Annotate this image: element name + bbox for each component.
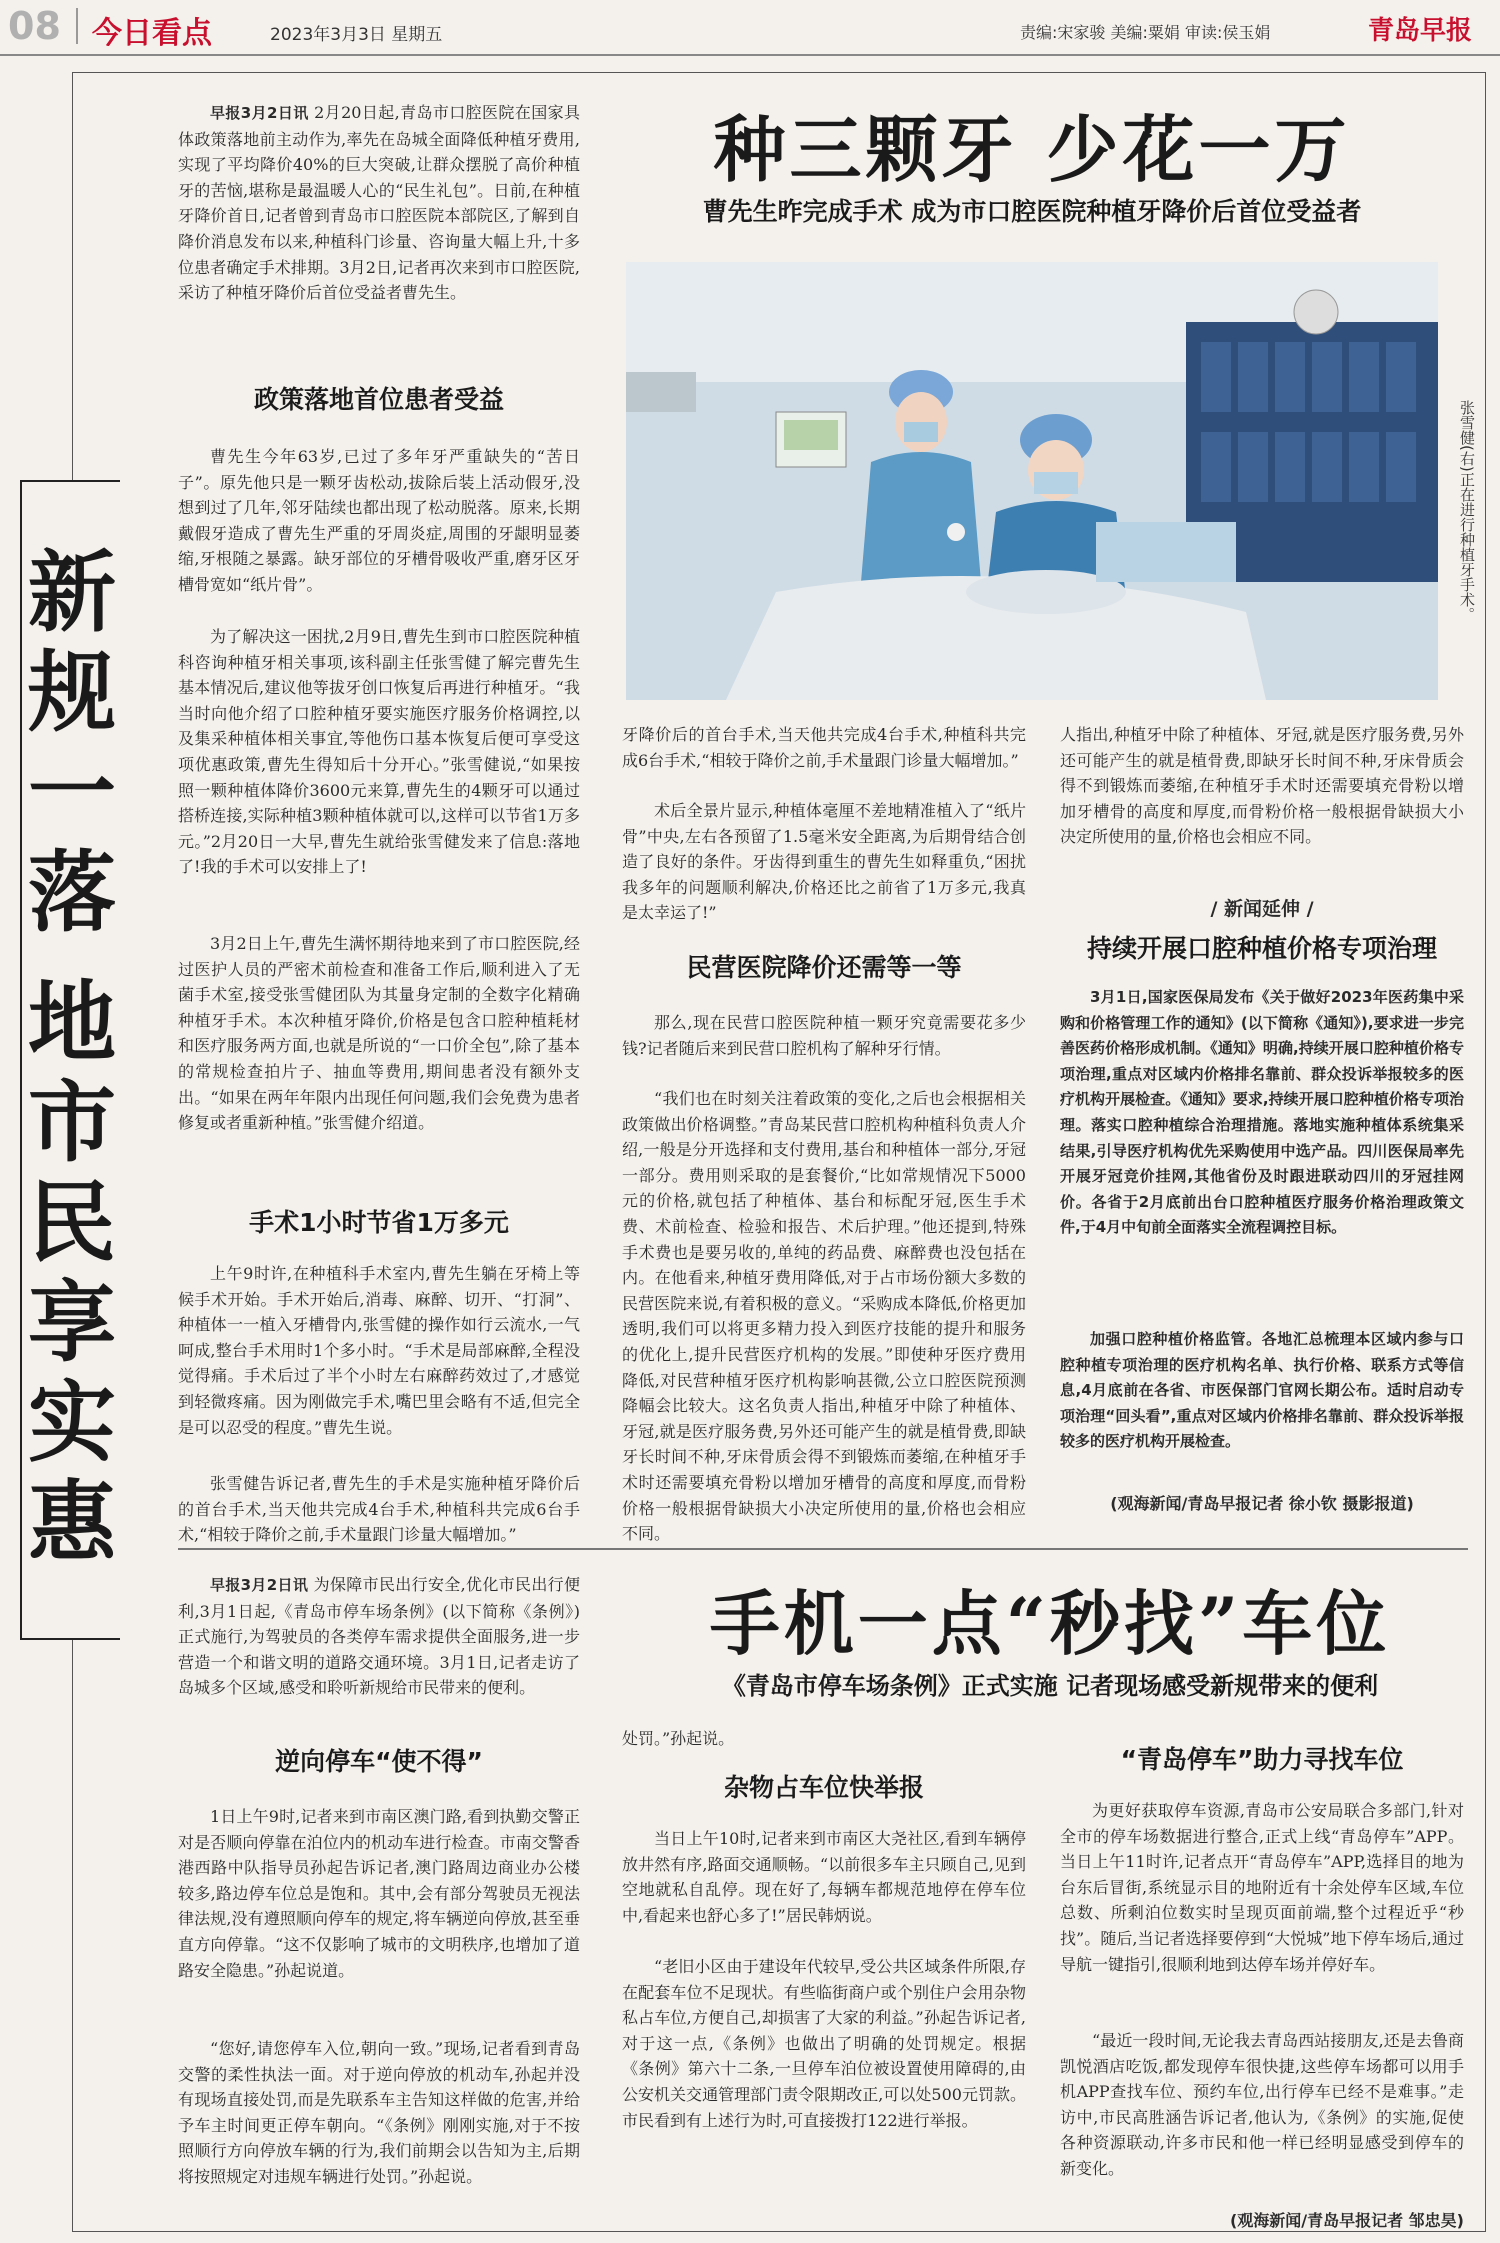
- editor-credits: 责编:宋家骏 美编:粟娟 审读:侯玉娟: [1020, 23, 1271, 42]
- story2-column-2: [622, 1726, 1026, 2210]
- story1-subhead-3: 民营医院降价还需等一等: [686, 953, 962, 982]
- news-extension-kicker: / 新闻延伸 /: [1210, 898, 1314, 920]
- story2-lead: [178, 1572, 580, 1726]
- story1-paragraph-1: 曹先生今年63岁,已过了多年牙严重缺失的“苦日子”。原先他只是一颗牙齿松动,拔除后装上活动假牙,没想到过了几年,邻牙陆续也都出现了松动脱落。原来,长期戴假牙造成了曹先生严重的牙周炎症,周围的牙龈明显萎缩,牙根随之暴露。缺牙部位的牙槽骨吸收严重,磨牙区牙槽骨宽如“纸片骨”。: [178, 447, 580, 594]
- photo-caption: 张雪健(右)正在进行种植牙手术。: [1458, 400, 1476, 622]
- sidebar-title-char: 实: [27, 1370, 116, 1474]
- story1-column-3: [1060, 722, 1464, 1514]
- issue-date: 2023年3月3日 星期五: [270, 25, 443, 45]
- sidebar-title-char: 地: [27, 970, 116, 1074]
- story2-lead-text: 为保障市民出行安全,优化市民出行便利,3月1日起,《青岛市停车场条例》(以下简称《条例》)正式施行,为驾驶员的各类停车需求提供全面服务,进一步营造一个和谐文明的道路交通环境。3月1日,记者走访了岛城多个区域,感受和聆听新规给市民带来的便利。: [178, 1575, 581, 1698]
- sidebar-title-char: 新: [27, 540, 116, 644]
- sidebar-title-char: 规: [27, 640, 116, 744]
- sidebar-title-char: 一: [27, 740, 116, 844]
- header-rule: [0, 54, 1500, 56]
- story1-paragraph-8-cont: 人指出,种植牙中除了种植体、牙冠,就是医疗服务费,另外还可能产生的就是植骨费,即缺牙长时间不种,牙床骨质会得不到锻炼而萎缩,在种植牙手术时还需要填充骨粉以增加牙槽骨的高度和厚度,而骨粉价格一般根据骨缺损大小决定所使用的量,价格也会相应不同。: [1060, 725, 1464, 847]
- story2-paragraph-6: “最近一段时间,无论我去青岛西站接朋友,还是去鲁商凯悦酒店吃饭,都发现停车很快捷,这些停车场都可以用手机APP查找车位、预约车位,出行停车已经不是难事。”走访中,市民高胜涵告诉记者,他认为,《条例》的实施,促使各种资源联动,许多市民和他一样已经明显感受到停车的新变化。: [1060, 2031, 1464, 2178]
- story1-paragraph-5-cont: 牙降价后的首台手术,当天他共完成4台手术,种植科共完成6台手术,“相较于降价之前,手术量跟门诊量大幅增加。”: [622, 725, 1026, 770]
- story2-paragraph-1: 1日上午9时,记者来到市南区澳门路,看到执勤交警正对是否顺向停靠在泊位内的机动车进行检查。市南交警香港西路中队指导员孙起告诉记者,澳门路周边商业办公楼较多,路边停车位总是饱和。其中,会有部分驾驶员无视法律法规,没有遵照顺向停车的规定,将车辆逆向停放,甚至垂直方向停靠。“这不仅影响了城市的文明秩序,也增加了道路安全隐患。”孙起说道。: [178, 1807, 580, 1980]
- sidebar-title: [22, 542, 122, 1572]
- story2-subhead-2: 杂物占车位快举报: [723, 1773, 924, 1802]
- story1-lead-tag: 早报3月2日讯: [210, 104, 309, 122]
- story1-byline: (观海新闻/青岛早报记者 徐小钦 摄影报道): [1110, 1494, 1414, 1513]
- story1-paragraph-2: 为了解决这一困扰,2月9日,曹先生到市口腔医院种植科咨询种植牙相关事项,该科副主任张雪健了解完曹先生基本情况后,建议他等拔牙创口恢复后再进行种植牙。“我当时向他介绍了口腔种植牙要实施医疗服务价格调控,以及集采种植体相关事宜,等他伤口基本恢复后便可享受这项优惠政策,曹先生得知后十分开心。”张雪健说,“如果按照一颗种植体降价3600元来算,曹先生的4颗牙可以通过搭桥连接,实际种植3颗种植体就可以,这样可以节省1万多元。”2月20日一大早,曹先生就给张雪健发来了信息:落地了!我的手术可以安排上了!: [178, 627, 580, 877]
- story1-subhead-2: 手术1小时节省1万多元: [249, 1208, 509, 1237]
- story1-paragraph-5-start: 张雪健告诉记者,曹先生的手术是实施种植牙降价后的首台手术,当天他共完成4台手术,种植科共完成6台手术,“相较于降价之前,手术量跟门诊量大幅增加。”: [178, 1474, 580, 1545]
- surgery-photo-image: [626, 262, 1438, 700]
- story1-subhead-4: 持续开展口腔种植价格专项治理: [1086, 934, 1437, 963]
- story1-paragraph-3: 3月2日上午,曹先生满怀期待地来到了市口腔医院,经过医护人员的严密术前检查和准备工作后,顺利进入了无菌手术室,接受张雪健团队为其量身定制的全数字化精确种植牙手术。本次种植牙降价,价格是包含口腔种植耗材和医疗服务两方面,也就是所说的“一口价全包”,除了基本的常规检查拍片子、抽血等费用,期间患者没有额外支出。“如果在两年年限内出现任何问题,我们会免费为患者修复或者重新种植。”张雪健介绍道。: [178, 934, 580, 1133]
- sidebar-title-char: 民: [27, 1170, 116, 1274]
- story1-headline: 种三颗牙 少花一万: [713, 107, 1351, 192]
- story2-deck: 《青岛市停车场条例》正式实施 记者现场感受新规带来的便利: [721, 1672, 1379, 1700]
- sidebar-title-char: 落: [27, 840, 116, 944]
- story2-subhead-1: 逆向停车“使不得”: [275, 1747, 483, 1776]
- sidebar-title-char: 享: [27, 1270, 116, 1374]
- page-header: [0, 0, 1500, 52]
- newspaper-logo: 青岛早报: [1368, 16, 1473, 46]
- story1-column-2: [622, 722, 1026, 1548]
- page-number: 08: [8, 4, 61, 48]
- story2-headline: 手机一点“秒找”车位: [709, 1582, 1391, 1665]
- section-name: 今日看点: [92, 16, 212, 51]
- story1-subhead-1: 政策落地首位患者受益: [253, 385, 504, 414]
- news-extension-paragraph-2: 加强口腔种植价格监管。各地汇总梳理本区域内参与口腔种植专项治理的医疗机构名单、执行价格、联系方式等信息,4月底前在各省、市医保部门官网长期公布。适时启动专项治理“回头看”,重点对区域内价格排名靠前、群众投诉举报较多的医疗机构开展检查。: [1060, 1330, 1464, 1451]
- story2-paragraph-5: 为更好获取停车资源,青岛市公安局联合多部门,针对全市的停车场数据进行整合,正式上线“青岛停车”APP。当日上午11时许,记者点开“青岛停车”APP,选择目的地为台东后冒街,系统显示目的地附近有十余处停车区域,车位总数、所剩泊位数实时呈现页面前端,整个过程近乎“秒找”。随后,当记者选择要停到“大悦城”地下停车场后,通过导航一键指引,很顺利地到达停车场并停好车。: [1060, 1801, 1464, 1974]
- story1-paragraph-6: 术后全景片显示,种植体毫厘不差地精准植入了“纸片骨”中央,左右各预留了1.5毫米安全距离,为后期骨结合创造了良好的条件。牙齿得到重生的曹先生如释重负,“困扰我多年的问题顺利解决,价格还比之前省了1万多元,我真是太幸运了!”: [622, 801, 1026, 923]
- story1-lead: [178, 100, 580, 356]
- story1-paragraph-8: “我们也在时刻关注着政策的变化,之后也会根据相关政策做出价格调整。”青岛某民营口腔机构种植科负责人介绍,一般是分开选择和支付费用,基台和种植体一部分,牙冠一部分。费用则采取的是套餐价,“比如常规情况下5000元的价格,就包括了种植体、基台和标配牙冠,医生手术费、术前检查、检验和报告、术后护理。”他还提到,特殊手术费也是要另收的,单纯的药品费、麻醉费也没包括在内。在他看来,种植牙费用降低,对于占市场份额大多数的民营医院来说,有着积极的意义。“采购成本降低,价格更加透明,我们可以将更多精力投入到医疗技能的提升和服务的优化上,提升民营医疗机构的发展。”即使种牙医疗费用降低,对民营种植牙医疗机构影响甚微,公立口腔医院预测降幅会比较大。这名负责人指出,种植牙中除了种植体、牙冠,就是医疗服务费,另外还可能产生的就是植骨费,即缺牙长时间不种,牙床骨质会得不到锻炼而萎缩,在种植牙手术时还需要填充骨粉以增加牙槽骨的高度和厚度,而骨粉价格一般根据骨缺损大小决定所使用的量,价格也会相应不同。: [622, 1089, 1026, 1544]
- story2-lead-tag: 早报3月2日讯: [210, 1576, 309, 1594]
- story1-lead-text: 2月20日起,青岛市口腔医院在国家具体政策落地前主动作为,率先在岛城全面降低种植牙费用,实现了平均降价40%的巨大突破,让群众摆脱了高价种植牙的苦恼,堪称是最温暖人心的“民生礼包”。日前,在种植牙降价首日,记者曾到青岛市口腔医院本部院区,了解到自降价消息发布以来,种植科门诊量、咨询量大幅上升,十多位患者确定手术排期。3月2日,记者再次来到市口腔医院,采访了种植牙降价后首位受益者曹先生。: [178, 103, 580, 303]
- story2-paragraph-2: “您好,请您停车入位,朝向一致。”现场,记者看到青岛交警的柔性执法一面。对于逆向停放的机动车,孙起并没有现场直接处罚,而是先联系车主告知这样做的危害,并给予车主时间更正停车朝向。“《条例》刚刚实施,对于不按照顺行方向停放车辆的行为,我们前期会以告知为主,后期将按照规定对违规车辆进行处罚。”孙起说。: [178, 2039, 580, 2186]
- story2-column-1: [178, 1572, 580, 2240]
- sidebar-title-box: [20, 480, 120, 1640]
- story-divider: [178, 1548, 1468, 1550]
- story2-byline: (观海新闻/青岛早报记者 邹忠昊): [1229, 2211, 1464, 2230]
- story2-column-3: [1060, 1740, 1464, 2231]
- story2-subhead-3: “青岛停车”助力寻找车位: [1120, 1745, 1404, 1774]
- sidebar-title-char: 惠: [27, 1470, 116, 1574]
- story2-paragraph-2-cont: 处罚。”孙起说。: [622, 1729, 735, 1748]
- story1-deck: 曹先生昨完成手术 成为市口腔医院种植牙降价后首位受益者: [702, 197, 1362, 226]
- header-divider: [76, 8, 78, 44]
- story1-column-1: [178, 100, 580, 1545]
- sidebar-title-char: 市: [27, 1070, 116, 1174]
- story1-paragraph-4: 上午9时许,在种植科手术室内,曹先生躺在牙椅上等候手术开始。手术开始后,消毒、麻醉、切开、“打洞”、种植体一一植入牙槽骨内,张雪健的操作如行云流水,一气呵成,整台手术用时1个多小时。“手术是局部麻醉,全程没觉得痛。手术后过了半个小时左右麻醉药效过了,才感觉到轻微疼痛。因为刚做完手术,嘴巴里会略有不适,但完全是可以忍受的程度。”曹先生说。: [178, 1264, 580, 1437]
- story2-paragraph-4: “老旧小区由于建设年代较早,受公共区域条件所限,存在配套车位不足现状。有些临街商户或个别住户会用杂物私占车位,方便自己,却损害了大家的利益。”孙起告诉记者,对于这一点,《条例》也做出了明确的处罚规定。根据《条例》第六十二条,一旦停车泊位被设置使用障碍的,由公安机关交通管理部门责令限期改正,可以处500元罚款。市民看到有上述行为时,可直接拨打122进行举报。: [622, 1957, 1026, 2130]
- story1-paragraph-7: 那么,现在民营口腔医院种植一颗牙究竟需要花多少钱?记者随后来到民营口腔机构了解种牙行情。: [622, 1013, 1026, 1058]
- surgery-photo: [626, 262, 1438, 700]
- story2-paragraph-3: 当日上午10时,记者来到市南区大尧社区,看到车辆停放井然有序,路面交通顺畅。“以前很多车主只顾自己,见到空地就私自乱停。现在好了,每辆车都规范地停在停车位中,看起来也舒心多了!”居民韩炳说。: [622, 1829, 1026, 1925]
- news-extension-paragraph-1: 3月1日,国家医保局发布《关于做好2023年医药集中采购和价格管理工作的通知》(以下简称《通知》),要求进一步完善医药价格形成机制。《通知》明确,持续开展口腔种植价格专项治理,重点对区域内价格排名靠前、群众投诉举报较多的医疗机构开展检查。《通知》要求,持续开展口腔种植价格专项治理。落实口腔种植综合治理措施。落地实施种植体系统集采结果,引导医疗机构优先采购使用中选产品。四川医保局率先开展牙冠竞价挂网,其他省份及时跟进联动四川的牙冠挂网价。各省于2月底前出台口腔种植医疗服务价格治理政策文件,于4月中旬前全面落实全流程调控目标。: [1060, 988, 1464, 1237]
